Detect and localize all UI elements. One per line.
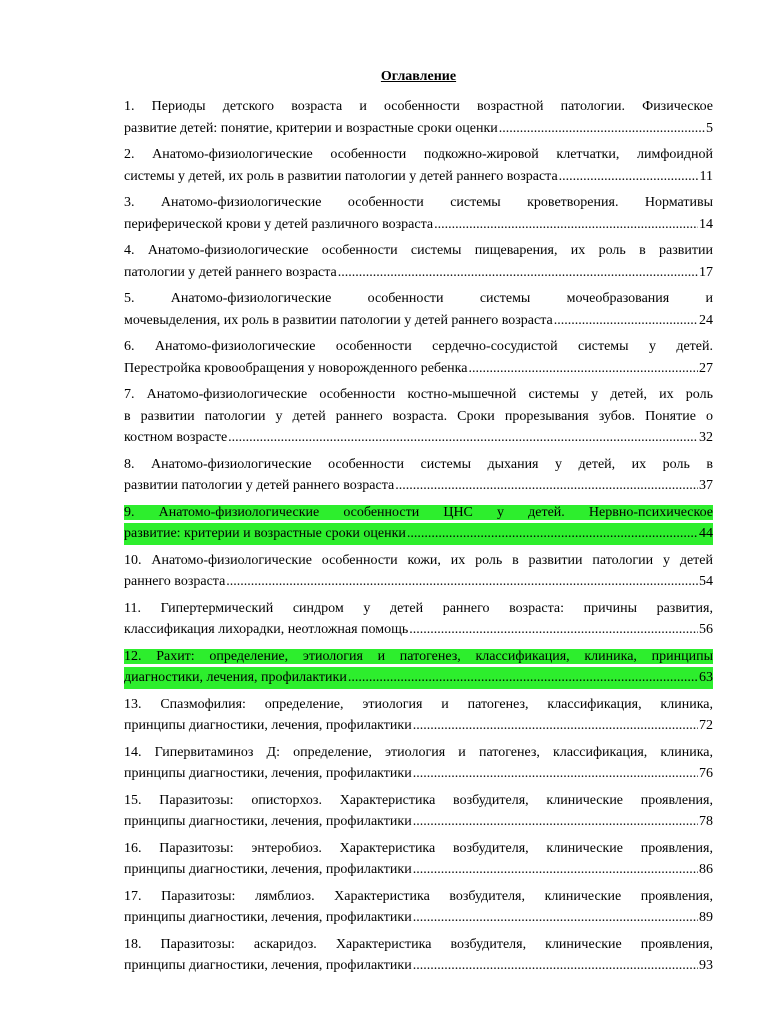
dot-leader	[413, 859, 698, 881]
toc-entry	[124, 384, 713, 449]
toc-title: Оглавление	[380, 69, 457, 84]
toc-entry-line: системы у детей, их роль в развитии патологии у детей раннего возраста	[124, 168, 558, 184]
toc-page-number: 37	[699, 478, 713, 493]
toc-entry-line: 4. Анатомо-физиологические особенности системы пищеварения, их роль в развитии	[124, 243, 713, 258]
toc-page-number: 14	[699, 216, 713, 232]
toc-entry	[124, 288, 713, 331]
dot-leader	[413, 811, 698, 833]
toc-entry-line: принципы диагностики, лечения, профилактики	[124, 766, 412, 781]
toc-entry-line: принципы диагностики, лечения, профилактики	[124, 814, 412, 829]
toc-entry-line: 18. Паразитозы: аскаридоз. Характеристика возбудителя, клинические проявления,	[124, 936, 713, 952]
toc-page-number: 54	[699, 574, 713, 589]
toc-entry-line: 13. Спазмофилия: определение, этиология и патогенез, классификация, клиника,	[124, 696, 713, 712]
dot-leader	[409, 619, 698, 641]
toc-entry-line: принципы диагностики, лечения, профилактики	[124, 910, 412, 925]
toc-page-number: 24	[699, 312, 713, 328]
toc-entry-line: 8. Анатомо-физиологические особенности системы дыхания у детей, их роль в	[124, 456, 713, 472]
toc-page-number: 93	[699, 958, 713, 973]
toc-page-number: 72	[699, 718, 713, 733]
toc-entry	[124, 96, 713, 139]
dot-leader	[413, 907, 698, 929]
toc-entry	[124, 192, 713, 235]
toc-entry	[124, 502, 713, 545]
toc-entry	[124, 742, 713, 785]
toc-entry-line: развитие: критерии и возрастные сроки оценки	[124, 526, 406, 541]
toc-page-number: 32	[699, 430, 713, 445]
toc-entry-line: 1. Периоды детского возраста и особенности возрастной патологии. Физическое	[124, 99, 713, 114]
toc-entry-line: принципы диагностики, лечения, профилактики	[124, 718, 412, 733]
toc-page-number: 86	[699, 862, 713, 877]
toc-entry	[124, 790, 713, 833]
toc-page-number: 89	[699, 910, 713, 925]
toc-entry-line: принципы диагностики, лечения, профилактики	[124, 862, 412, 877]
toc-entry	[124, 646, 713, 689]
dot-leader	[228, 427, 698, 449]
toc-entry	[124, 240, 713, 283]
toc-entry-line: 3. Анатомо-физиологические особенности системы кроветворения. Нормативы	[124, 195, 713, 210]
toc-entry-line: в развитии патологии у детей раннего возраста. Сроки прорезывания зубов. Понятие о	[124, 408, 713, 424]
toc-entry-line: диагностики, лечения, профилактики	[124, 670, 347, 685]
toc-entry	[124, 934, 713, 977]
dot-leader	[413, 763, 698, 785]
toc-entry-line: 17. Паразитозы: лямблиоз. Характеристика возбудителя, клинические проявления,	[124, 888, 713, 904]
dot-leader	[554, 310, 698, 332]
toc-entry	[124, 336, 713, 379]
toc-entry-line: 5. Анатомо-физиологические особенности системы мочеобразования и	[124, 291, 713, 306]
dot-leader	[413, 955, 698, 977]
toc-entry-line: мочевыделения, их роль в развитии патологии у детей раннего возраста	[124, 312, 553, 328]
toc-entry-line: 14. Гипервитаминоз Д: определение, этиология и патогенез, классификация, клиника,	[124, 744, 713, 760]
toc-entry-line: развитие детей: понятие, критерии и возрастные сроки оценки	[124, 120, 498, 136]
toc-entry-line: принципы диагностики, лечения, профилактики	[124, 958, 412, 973]
document-page	[124, 68, 713, 982]
dot-leader	[348, 667, 698, 689]
toc-entry	[124, 838, 713, 881]
toc-page-number: 56	[699, 622, 713, 637]
toc-entry-line: 11. Гипертермический синдром у детей раннего возраста: причины развития,	[124, 600, 713, 616]
toc-entry-line: 2. Анатомо-физиологические особенности подкожно-жировой клетчатки, лимфоидной	[124, 147, 713, 162]
toc-page-number: 76	[699, 766, 713, 781]
dot-leader	[338, 262, 698, 284]
toc-entry	[124, 694, 713, 737]
toc-list	[124, 96, 713, 977]
toc-page-number: 17	[699, 264, 713, 280]
toc-entry-line: Перестройка кровообращения у новорожденного ребенка	[124, 360, 468, 376]
toc-entry-line: раннего возраста	[124, 574, 226, 589]
toc-entry-line: патологии у детей раннего возраста	[124, 264, 337, 280]
toc-page-number: 78	[699, 814, 713, 829]
dot-leader	[413, 715, 698, 737]
toc-page-number: 27	[699, 360, 713, 376]
toc-entry	[124, 454, 713, 497]
toc-entry-line: костном возрасте	[124, 430, 228, 445]
toc-entry-line: 10. Анатомо-физиологические особенности кожи, их роль в развитии патологии у детей	[124, 552, 713, 568]
toc-entry-line: 6. Анатомо-физиологические особенности сердечно-сосудистой системы у детей.	[124, 339, 713, 354]
toc-page-number: 5	[706, 120, 713, 136]
toc-page-number: 63	[699, 670, 713, 685]
toc-page-number: 11	[699, 168, 713, 184]
toc-entry	[124, 886, 713, 929]
toc-entry-line: 9. Анатомо-физиологические особенности ЦНС у детей. Нервно-психическое	[124, 504, 713, 520]
dot-leader	[395, 475, 698, 497]
toc-entry	[124, 144, 713, 187]
toc-entry-line: 16. Паразитозы: энтеробиоз. Характеристика возбудителя, клинические проявления,	[124, 840, 713, 856]
toc-entry-line: 12. Рахит: определение, этиология и патогенез, классификация, клиника, принципы	[124, 648, 713, 664]
toc-entry	[124, 598, 713, 641]
toc-entry-line: 7. Анатомо-физиологические особенности костно-мышечной системы у детей, их роль	[124, 387, 713, 402]
toc-entry-line: развитии патологии у детей раннего возраста	[124, 478, 395, 493]
dot-leader	[499, 118, 705, 140]
dot-leader	[407, 523, 698, 545]
dot-leader	[559, 166, 699, 188]
dot-leader	[468, 358, 698, 380]
dot-leader	[434, 214, 698, 236]
toc-entry	[124, 550, 713, 593]
toc-page-number: 44	[699, 526, 713, 541]
toc-entry-line: классификация лихорадки, неотложная помощь	[124, 622, 409, 637]
toc-entry-line: 15. Паразитозы: описторхоз. Характеристика возбудителя, клинические проявления,	[124, 792, 713, 808]
toc-entry-line: периферической крови у детей различного возраста	[124, 216, 434, 232]
dot-leader	[226, 571, 698, 593]
